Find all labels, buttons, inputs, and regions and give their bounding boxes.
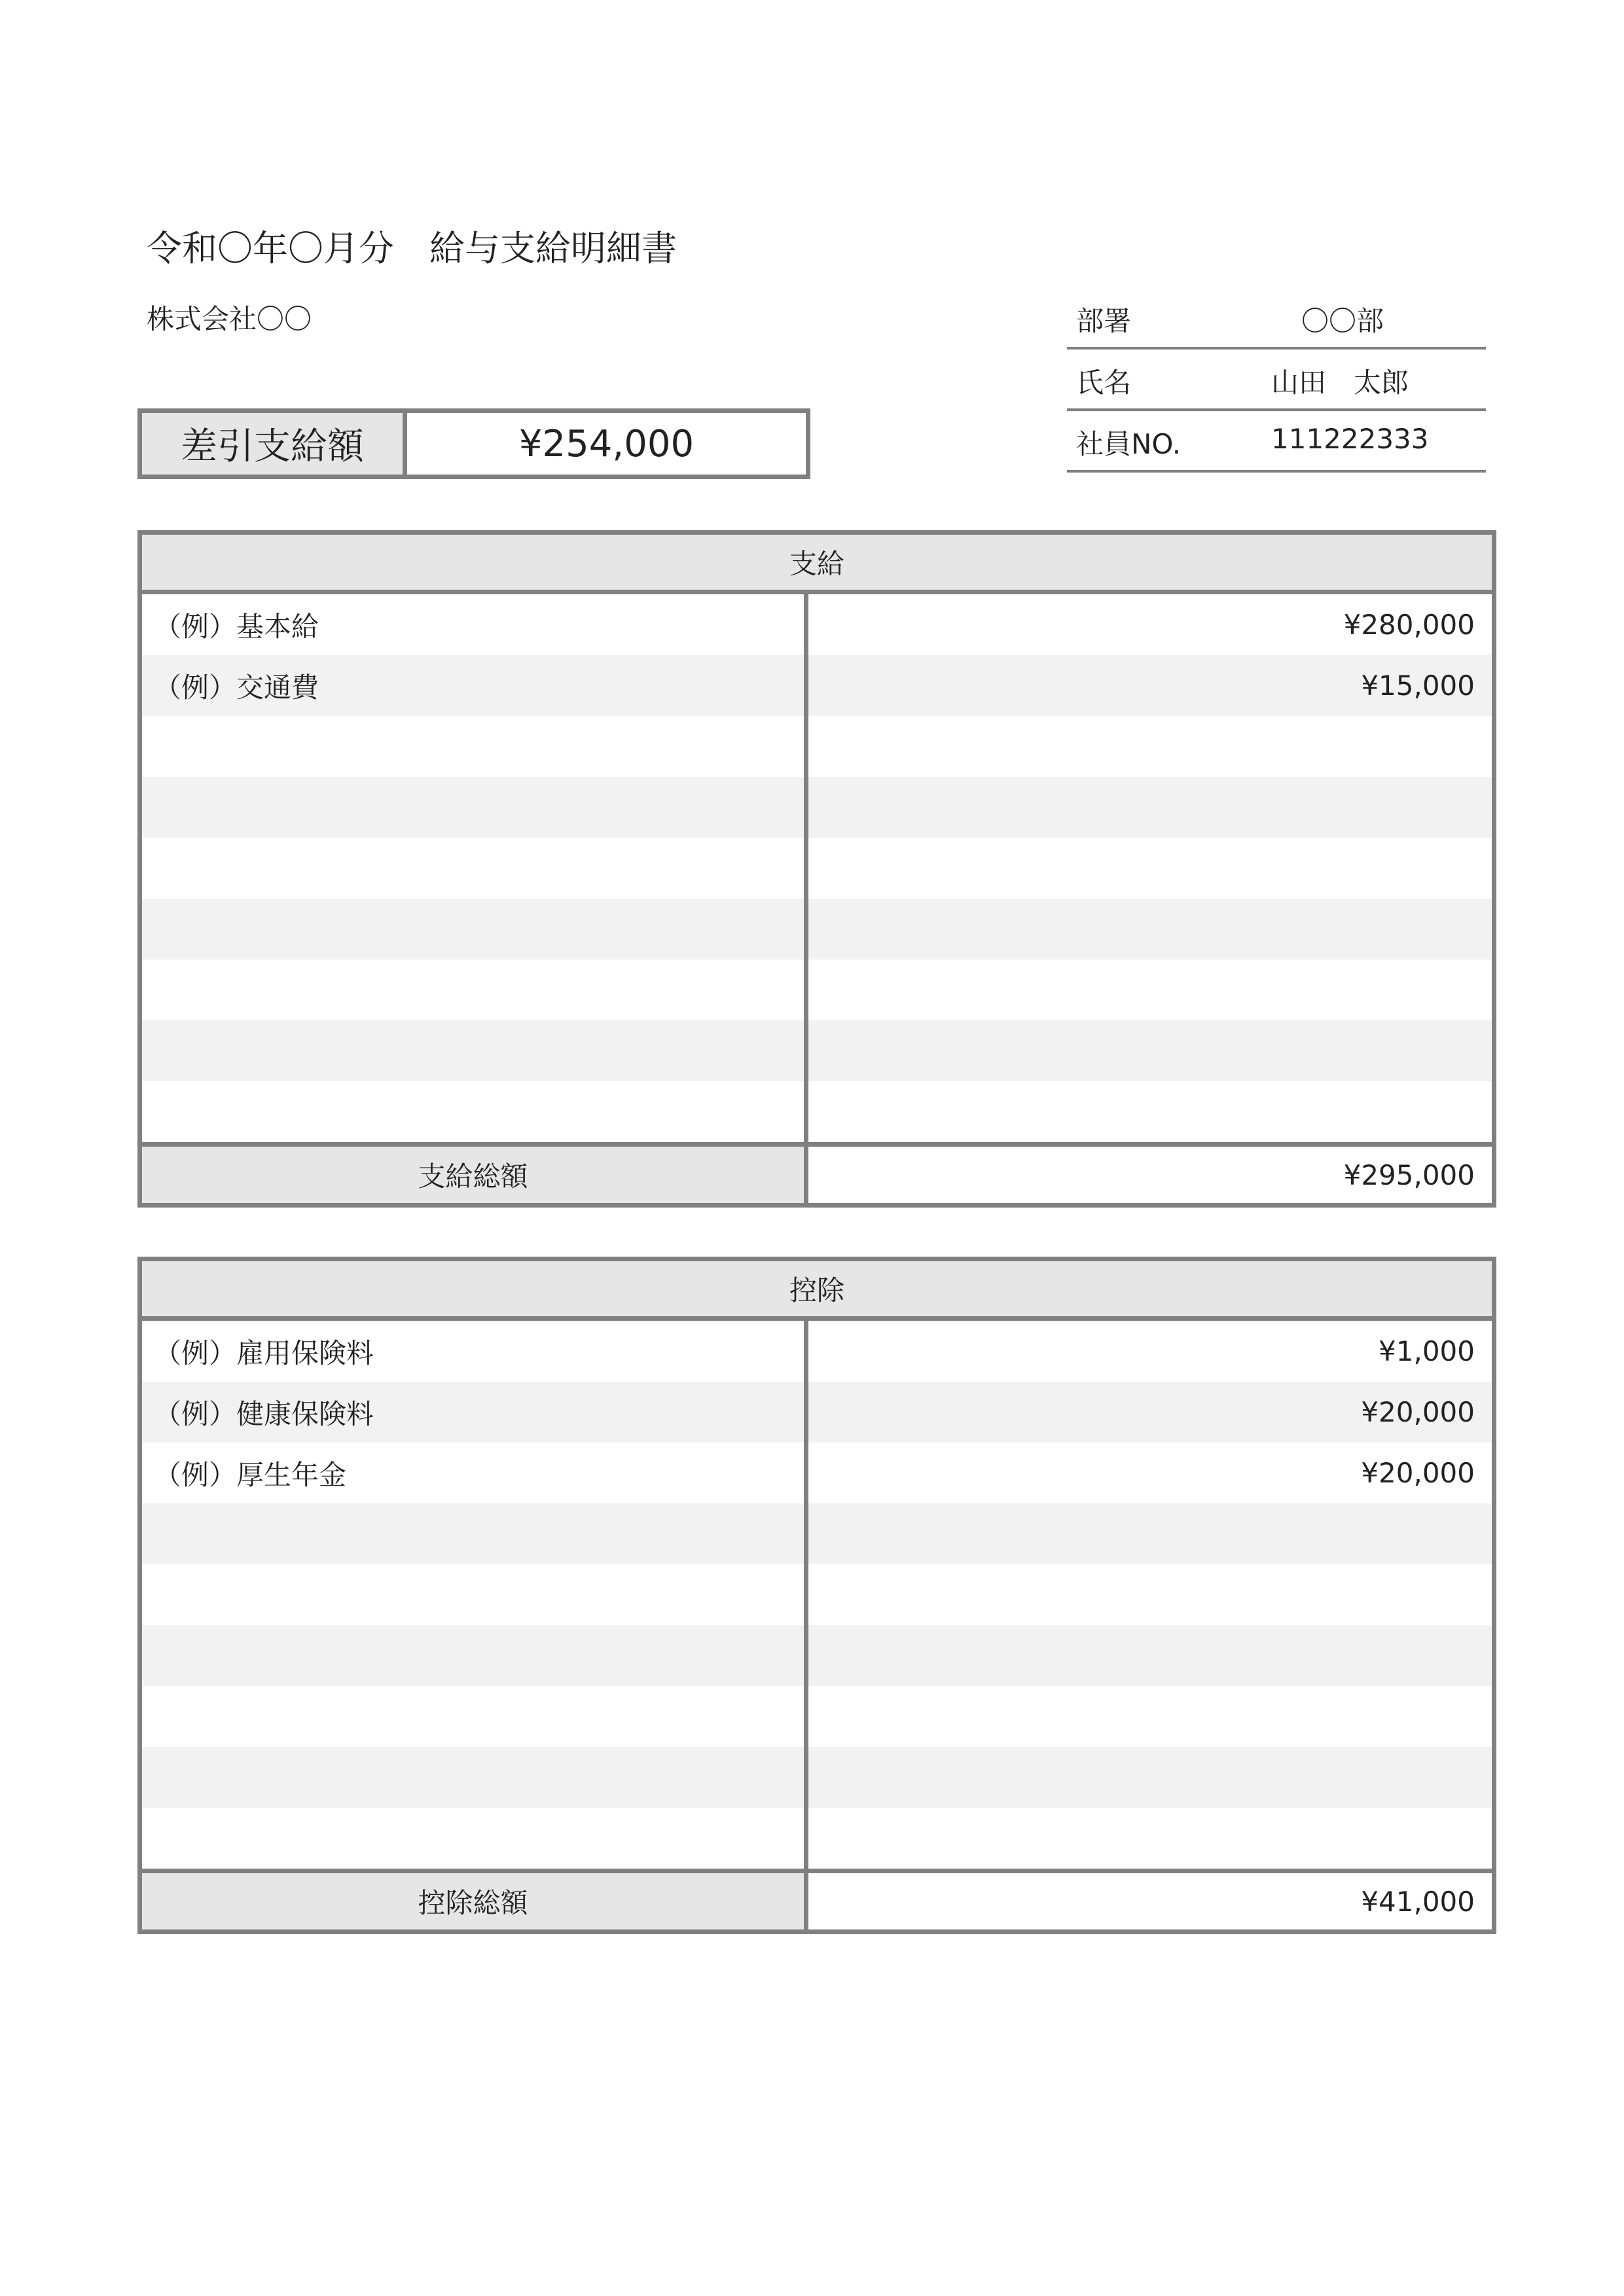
column-divider (804, 1321, 808, 1869)
table-row (142, 1747, 1492, 1808)
column-divider (804, 594, 808, 1142)
item-name (142, 1564, 804, 1625)
item-name (142, 1503, 804, 1564)
item-name (142, 716, 804, 777)
payments-body (142, 594, 1492, 1142)
department-row (1067, 288, 1486, 350)
payments-total-row (142, 1142, 1492, 1203)
table-row (142, 899, 1492, 960)
net-pay-box (137, 408, 810, 479)
item-amount (808, 1747, 1492, 1808)
name-label: 氏名 (1076, 367, 1132, 399)
item-amount (808, 716, 1492, 777)
item-name: （例）雇用保険料 (154, 1336, 374, 1369)
employee-id-row (1067, 411, 1486, 473)
item-name (142, 1625, 804, 1686)
deductions-total-value: ¥41,000 (1361, 1885, 1475, 1918)
item-name (142, 777, 804, 838)
table-row (142, 1020, 1492, 1081)
deductions-total-label: 控除総額 (142, 1873, 808, 1929)
deductions-body (142, 1321, 1492, 1869)
item-amount: ¥20,000 (1361, 1457, 1475, 1489)
table-row (142, 1321, 1492, 1382)
item-name (142, 838, 804, 899)
table-row (142, 716, 1492, 777)
table-row (142, 1382, 1492, 1443)
item-amount (808, 1625, 1492, 1686)
table-row (142, 594, 1492, 655)
net-pay-value: ¥254,000 (518, 422, 695, 465)
table-row (142, 1564, 1492, 1625)
item-amount (808, 1020, 1492, 1081)
item-amount (808, 1564, 1492, 1625)
item-name (142, 1081, 804, 1142)
item-name (142, 1686, 804, 1747)
item-name: （例）基本給 (154, 610, 319, 643)
department-label: 部署 (1076, 305, 1132, 337)
table-row (142, 1081, 1492, 1142)
item-name (142, 1020, 804, 1081)
name-value: 山田 太郎 (1271, 367, 1409, 399)
item-amount (808, 1808, 1492, 1869)
page-title: 令和〇年〇月分 給与支給明細書 (147, 228, 677, 269)
item-name: （例）交通費 (154, 671, 319, 704)
item-amount (808, 1503, 1492, 1564)
table-row (142, 655, 1492, 716)
net-pay-label: 差引支給額 (142, 413, 407, 475)
item-name (142, 1747, 804, 1808)
table-row (142, 960, 1492, 1020)
item-name (142, 1808, 804, 1869)
table-row (142, 1625, 1492, 1686)
payments-header: 支給 (142, 535, 1492, 594)
table-row (142, 1443, 1492, 1503)
item-amount (808, 1081, 1492, 1142)
item-amount: ¥15,000 (1361, 670, 1475, 702)
table-row (142, 777, 1492, 838)
name-row (1067, 350, 1486, 411)
deductions-total-row (142, 1869, 1492, 1929)
table-row (142, 1808, 1492, 1869)
item-amount (808, 777, 1492, 838)
payments-table (137, 530, 1496, 1208)
item-amount (808, 960, 1492, 1020)
item-amount (808, 838, 1492, 899)
item-name: （例）厚生年金 (154, 1458, 347, 1491)
item-amount (808, 1686, 1492, 1747)
employee-id-label: 社員NO. (1076, 428, 1182, 460)
item-amount: ¥1,000 (1379, 1335, 1475, 1367)
item-amount: ¥20,000 (1361, 1396, 1475, 1428)
payments-total-value: ¥295,000 (1343, 1158, 1475, 1191)
deductions-header: 控除 (142, 1261, 1492, 1321)
table-row (142, 838, 1492, 899)
item-name (142, 960, 804, 1020)
department-value: 〇〇部 (1301, 305, 1384, 337)
item-amount (808, 899, 1492, 960)
item-name: （例）健康保険料 (154, 1397, 374, 1430)
employee-id-value: 111222333 (1271, 423, 1429, 455)
company-name: 株式会社〇〇 (147, 303, 312, 335)
table-row (142, 1686, 1492, 1747)
table-row (142, 1503, 1492, 1564)
payments-total-label: 支給総額 (142, 1147, 808, 1203)
deductions-table (137, 1257, 1496, 1934)
item-name (142, 899, 804, 960)
item-amount: ¥280,000 (1343, 609, 1475, 641)
